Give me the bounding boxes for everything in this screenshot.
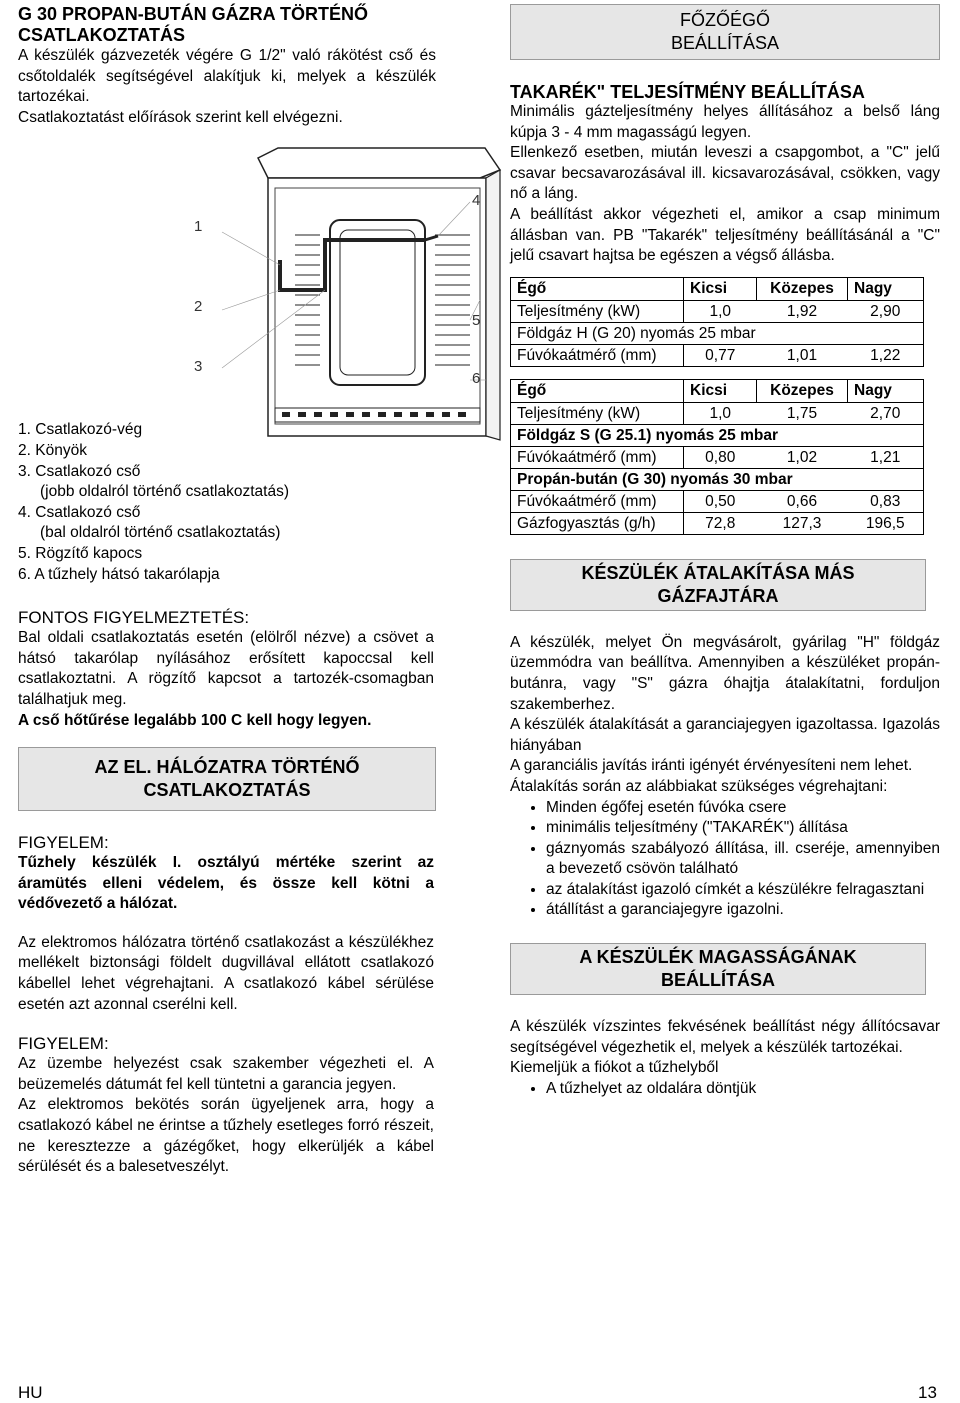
bottom-vent xyxy=(458,412,466,417)
part-label: Rögzítő kapocs xyxy=(35,544,143,562)
stove-back-diagram xyxy=(180,140,510,460)
part-number: 5. xyxy=(18,544,31,562)
bottom-vent xyxy=(394,412,402,417)
table-cell: 1,75 xyxy=(757,402,848,424)
propane-connection-title: G 30 PROPAN-BUTÁN GÁZRA TÖRTÉNŐ CSATLAKOZTATÁS xyxy=(18,4,369,45)
bottom-vent xyxy=(410,412,418,417)
table-row xyxy=(511,300,924,322)
figyelem-2-text-2: Az elektromos bekötés során ügyeljenek arra, hogy a csatlakozó kábel ne érintse a tűzhely esetleges forró részeit, ne keresztezze a gázégőket, hogy elkerüljék a kábel sérülését és a balesetveszélyt. xyxy=(18,1096,434,1176)
propane-intro-2: Csatlakoztatást előírások szerint kell elvégezni. xyxy=(18,108,343,126)
table-cell: Teljesítmény (kW) xyxy=(511,300,684,322)
callout-4: 4 xyxy=(472,192,481,209)
bottom-vent xyxy=(346,412,354,417)
table-row xyxy=(511,277,924,300)
electrical-text: Az elektromos hálózatra történő csatlakozást a készülékhez mellékelt biztonsági földelt dugvillával ellátott csatlakozó kábellel lehet végrehajtani. A csatlakozó kábel sérülése esetén azt azonnal cserélni kell. xyxy=(18,933,434,1013)
propane-intro: A készülék gázvezeték végére G 1/2" való rákötést cső és csőtoldalék segítségével alakítjuk ki, melyek a készülék tartozékai. xyxy=(18,47,436,106)
table-row xyxy=(511,402,924,424)
table-cell: Fúvókaátmérő (mm) xyxy=(511,344,684,366)
list-item: • minimális teljesítmény ("TAKARÉK") állítása xyxy=(546,818,940,839)
takarek-text-3: A beállítást akkor végezheti el, amikor a csap minimum állásban van. PB "Takarék" teljesítmény beállításánál a "C" jelű csavart hajtsa be egészen a végső állásba. xyxy=(510,205,940,265)
bottom-vent xyxy=(426,412,434,417)
table-cell: 1,0 xyxy=(684,300,757,322)
electrical-connection-header: AZ EL. HÁLÓZATRA TÖRTÉNŐ CSATLAKOZTATÁS xyxy=(18,747,436,811)
conversion-text-3: A garanciális javítás iránti igényét érvényesíteni nem lehet. xyxy=(510,757,913,775)
list-item: • az átalakítást igazoló címkét a készülékre felragasztani xyxy=(546,880,940,901)
height-adjust-header xyxy=(510,943,926,995)
figyelem-2-title: FIGYELEM: xyxy=(18,1034,109,1054)
table-cell: Nagy xyxy=(848,379,924,402)
table-cell: 0,77 xyxy=(684,344,757,366)
table-cell: Gázfogyasztás (g/h) xyxy=(511,512,684,534)
part-sublabel: (jobb oldalról történő csatlakoztatás) xyxy=(40,483,289,501)
right-column xyxy=(510,0,940,1099)
table-row xyxy=(511,468,924,490)
bottom-vent xyxy=(314,412,322,417)
table-row xyxy=(511,424,924,446)
table-row xyxy=(511,446,924,468)
table-cell: 1,92 xyxy=(757,300,848,322)
figyelem-2-text: Az üzembe helyezést csak szakember végezheti el. A beüzemelés dátumát fel kell tüntetni a garancia jegyen. xyxy=(18,1055,434,1093)
warning-text: Bal oldali csatlakoztatás esetén (elölről nézve) a csövet a hátsó takarólap nyílásához erősített kapoccsal kell csatlakoztatni. A rögzítő kapcsot a tartozék-csomagban találhatjuk meg. xyxy=(18,629,434,708)
table-cell: Fúvókaátmérő (mm) xyxy=(511,446,684,468)
spec-table-2 xyxy=(510,379,924,535)
spec-table-1 xyxy=(510,277,924,367)
list-item: • gáznyomás szabályozó állítása, ill. cseréje, amennyiben a bevezető csövön található xyxy=(546,839,940,880)
list-item: • átállítást a garanciajegyre igazolni. xyxy=(546,900,940,921)
takarek-text-1: Minimális gázteljesítmény helyes állításához a belső láng kúpja 3 - 4 mm magasságú legyen. xyxy=(510,103,940,141)
table-cell: 1,01 xyxy=(757,344,848,366)
list-item xyxy=(18,462,434,503)
height-steps-list xyxy=(510,1079,940,1100)
table-cell: Földgáz H (G 20) nyomás 25 mbar xyxy=(511,322,924,344)
stove-back-drawing xyxy=(180,140,510,460)
part-label: A tűzhely hátsó takarólapja xyxy=(34,565,220,583)
table-cell: Égő xyxy=(511,277,684,300)
figyelem-1-text: Tűzhely készülék I. osztályú mértéke szerint az áramütés elleni védelem, és össze kell kötni a védővezető a hálózat. xyxy=(18,854,434,913)
table-cell: Teljesítmény (kW) xyxy=(511,402,684,424)
height-text-1: A készülék vízszintes fekvésének beállítást négy állítócsavar segítségével végezhetik el, melyek a készülék tartozékai. xyxy=(510,1018,940,1056)
bottom-vent xyxy=(298,412,306,417)
table-cell: Nagy xyxy=(848,277,924,300)
part-label: Csatlakozó cső xyxy=(35,462,141,480)
table-row xyxy=(511,322,924,344)
table-cell: 196,5 xyxy=(848,512,924,534)
table-cell: Égő xyxy=(511,379,684,402)
warning-bold: A cső hőtűrése legalább 100 C kell hogy legyen. xyxy=(18,711,372,729)
list-item: • Minden égőfej esetén fúvóka csere xyxy=(546,798,940,819)
table-cell: 1,21 xyxy=(848,446,924,468)
table-cell: 2,70 xyxy=(848,402,924,424)
table-cell: 1,0 xyxy=(684,402,757,424)
bottom-vent xyxy=(378,412,386,417)
part-number: 4. xyxy=(18,503,31,521)
conversion-text-4: Átalakítás során az alábbiakat szükséges végrehajtani: xyxy=(510,777,888,795)
list-item xyxy=(18,565,434,586)
list-item xyxy=(18,544,434,565)
table-row xyxy=(511,344,924,366)
footer-language: HU xyxy=(18,1383,43,1402)
table-cell: Fúvókaátmérő (mm) xyxy=(511,490,684,512)
table-cell: Közepes xyxy=(757,379,848,402)
table-cell: 0,80 xyxy=(684,446,757,468)
table-cell: 0,66 xyxy=(757,490,848,512)
table-row xyxy=(511,512,924,534)
part-label: Csatlakozó cső xyxy=(35,503,141,521)
list-item xyxy=(18,503,434,544)
list-item: • A tűzhelyet az oldalára döntjük xyxy=(546,1079,940,1100)
table-cell: 1,22 xyxy=(848,344,924,366)
takarek-text-2: Ellenkező esetben, miután leveszi a csapgombot, a "C" jelű csavar becsavarozásával ill. kicsavarozásával, csökken, vagy nő a láng. xyxy=(510,144,940,203)
table-row xyxy=(511,379,924,402)
table-cell: 127,3 xyxy=(757,512,848,534)
table-row xyxy=(511,490,924,512)
bottom-vent xyxy=(442,412,450,417)
callout-2: 2 xyxy=(194,298,203,315)
table-cell: Kicsi xyxy=(684,379,757,402)
bottom-vent xyxy=(330,412,338,417)
part-label: Csatlakozó-vég xyxy=(35,421,143,439)
table-cell: Közepes xyxy=(757,277,848,300)
part-number: 3. xyxy=(18,462,31,480)
table-cell: 2,90 xyxy=(848,300,924,322)
part-label: Könyök xyxy=(35,441,87,459)
table-cell: Földgáz S (G 25.1) nyomás 25 mbar xyxy=(511,424,924,446)
callout-3: 3 xyxy=(194,358,203,375)
conversion-text-1: A készülék, melyet Ön megvásárolt, gyárilag "H" földgáz üzemmódra van beállítva. Amennyiben a készüléket propán-butánra, vagy "S" gázra óhajtja átalakítatni, forduljon szakemberhez. xyxy=(510,633,940,713)
warning-title: FONTOS FIGYELMEZTETÉS: xyxy=(18,608,250,628)
part-number: 2. xyxy=(18,441,31,459)
table-cell: 1,02 xyxy=(757,446,848,468)
height-text-2: Kiemeljük a fiókot a tűzhelyből xyxy=(510,1059,719,1077)
figyelem-1-title: FIGYELEM: xyxy=(18,833,109,853)
table-cell: 72,8 xyxy=(684,512,757,534)
height-adjust-header-text: A KÉSZÜLÉK MAGASSÁGÁNAK BEÁLLÍTÁSA xyxy=(579,947,857,991)
callout-6: 6 xyxy=(472,370,481,387)
takarek-title: TAKARÉK" TELJESÍTMÉNY BEÁLLÍTÁSA xyxy=(510,82,865,102)
part-sublabel: (bal oldalról történő csatlakoztatás) xyxy=(40,524,281,542)
burner-setup-header-text: FŐZŐÉGŐ BEÁLLÍTÁSA xyxy=(670,10,780,53)
table-cell: Kicsi xyxy=(684,277,757,300)
callout-1: 1 xyxy=(194,218,203,235)
gas-conversion-header-text: KÉSZÜLÉK ÁTALAKÍTÁSA MÁS GÁZFAJTÁRA xyxy=(581,562,855,606)
part-number: 1. xyxy=(18,421,31,439)
gas-conversion-header xyxy=(510,559,926,611)
table-cell: Propán-bután (G 30) nyomás 30 mbar xyxy=(511,468,924,490)
conversion-text-2: A készülék átalakítását a garanciajegyen igazoltassa. Igazolás hiányában xyxy=(510,716,940,754)
conversion-steps-list xyxy=(510,798,940,922)
burner-setup-header xyxy=(510,4,940,60)
table-cell: 0,83 xyxy=(848,490,924,512)
bottom-vent xyxy=(282,412,290,417)
table-cell: 0,50 xyxy=(684,490,757,512)
part-number: 6. xyxy=(18,565,31,583)
page-number: 13 xyxy=(918,1383,937,1402)
bottom-vent xyxy=(362,412,370,417)
callout-5: 5 xyxy=(472,312,481,329)
